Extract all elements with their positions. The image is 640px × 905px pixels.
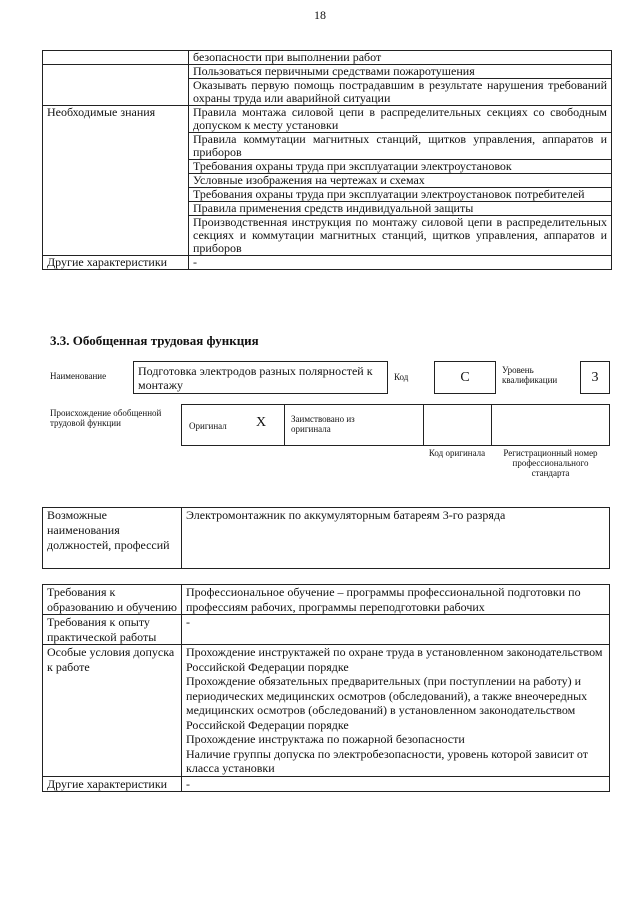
requirements-table (42, 584, 610, 792)
origin-label: Происхождение обобщенной трудовой функции (50, 408, 162, 428)
name-value: Подготовка электродов разных полярностей к монтажу (133, 361, 388, 394)
level-label: Уровень квалификации (502, 365, 558, 385)
original-label: Оригинал (189, 421, 227, 431)
table-row (43, 79, 612, 106)
borrowed-label: Заимствовано из оригинала (291, 414, 355, 434)
row-item: Правила применения средств индивидуальной защиты (189, 202, 612, 216)
table-row (43, 106, 612, 133)
row-item: Правила монтажа силовой цепи в распределительных секциях со свободным допуском к месту установки (189, 106, 612, 133)
table-row (43, 615, 610, 645)
code-label: Код (394, 372, 409, 382)
section-heading: 3.3. Обобщенная трудовая функция (50, 333, 259, 348)
row-label: Особые условия допуска к работе (43, 645, 182, 777)
name-label: Наименование (50, 371, 107, 381)
row-item: Электромонтажник по аккумуляторным батареям 3-го разряда (182, 508, 610, 569)
row-item: Требования охраны труда при эксплуатации электроустановок потребителей (189, 188, 612, 202)
table-row (43, 645, 610, 777)
table-row (43, 585, 610, 615)
positions-table (42, 507, 610, 569)
row-item: Условные изображения на чертежах и схемах (189, 174, 612, 188)
level-value: 3 (580, 361, 610, 394)
table-row (43, 65, 612, 79)
reg-number-cell (491, 404, 610, 446)
row-label: Необходимые знания (43, 106, 189, 256)
row-item: Прохождение обязательных предварительных (при поступлении на работу) и периодических медицинских осмотров (обследований), а также внеочередных медицинских осмотров (обследований) в установленном законодательством Российской Федерации порядке (186, 674, 588, 732)
table-row (43, 51, 612, 65)
row-item: Правила коммутации магнитных станций, щитков управления, аппаратов и приборов (189, 133, 612, 160)
table-row (43, 508, 610, 569)
origin-code-label: Код оригинала (428, 448, 486, 458)
row-label: Другие характеристики (43, 776, 182, 792)
row-item: Прохождение инструктажей по охране труда в установленном законодательством Российской Федерации порядке (186, 645, 603, 674)
borrowed-cell (284, 404, 424, 446)
row-label (43, 51, 189, 65)
row-item: - (182, 776, 610, 792)
row-item: безопасности при выполнении работ (189, 51, 612, 65)
row-item: Прохождение инструктажа по пожарной безопасности (186, 732, 465, 746)
row-item: Требования охраны труда при эксплуатации электроустановок (189, 160, 612, 174)
origin-code-cell (423, 404, 492, 446)
table-row (43, 256, 612, 270)
row-label: Другие характеристики (43, 256, 189, 270)
row-item: Наличие группы допуска по электробезопасности, уровень которой зависит от класса установки (186, 746, 589, 775)
row-item: Пользоваться первичными средствами пожаротушения (189, 65, 612, 79)
reg-number-label: Регистрационный номер профессионального стандарта (503, 448, 598, 478)
row-item: - (182, 615, 610, 645)
code-value: С (434, 361, 496, 394)
row-label: Требования к опыту практической работы (43, 615, 182, 645)
table-row (43, 776, 610, 792)
knowledge-skills-table (42, 50, 612, 270)
row-item: Оказывать первую помощь пострадавшим в результате нарушения требований охраны труда или аварийной ситуации (189, 79, 612, 106)
row-label: Требования к образованию и обучению (43, 585, 182, 615)
row-item: Профессиональное обучение – программы профессиональной подготовки по профессиям рабочих, программы переподготовки рабочих (182, 585, 610, 615)
row-label: Возможные наименования должностей, профессий (43, 508, 182, 569)
row-item: Производственная инструкция по монтажу силовой цепи в распределительных секциях и коммутации магнитных станций, щитков управления, аппаратов и приборов (189, 216, 612, 256)
row-item-list (182, 645, 610, 777)
page-number: 18 (314, 8, 326, 22)
original-cell (181, 404, 285, 446)
row-item: - (189, 256, 612, 270)
original-mark: X (256, 415, 267, 430)
